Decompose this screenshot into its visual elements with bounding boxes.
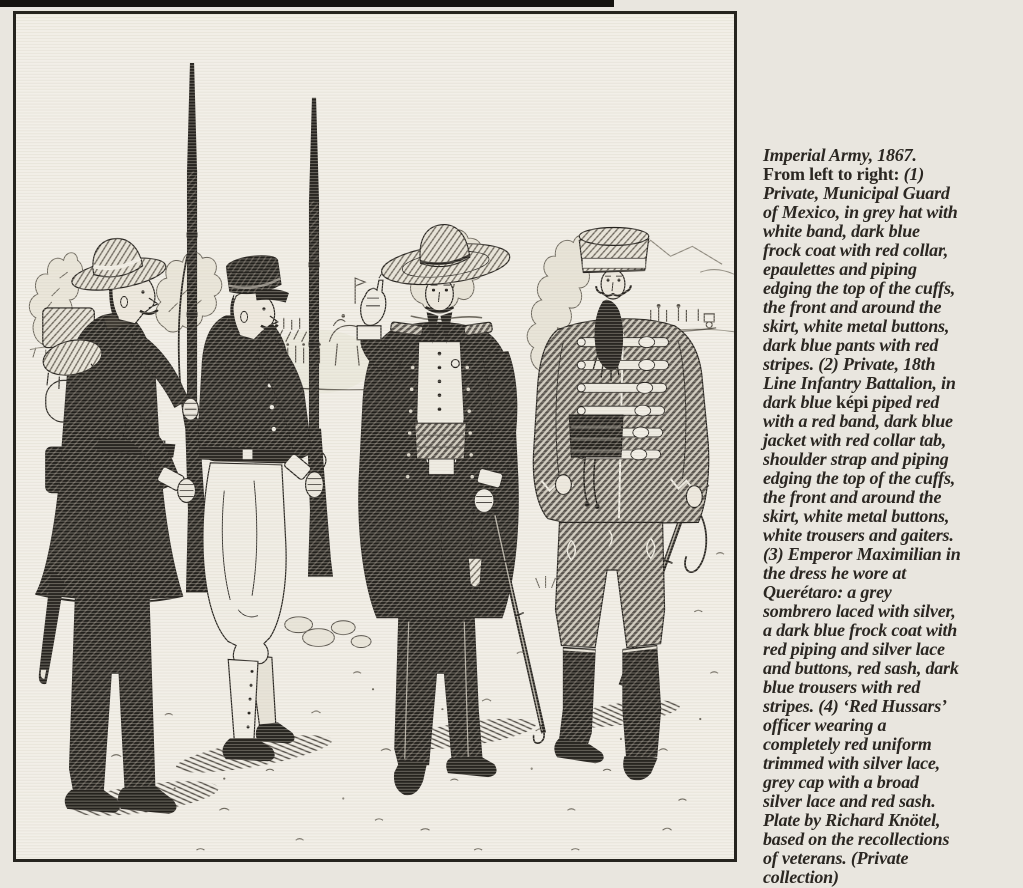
- caption-line: frock coat with red collar,: [763, 240, 949, 260]
- caption-line: sombrero laced with silver,: [763, 601, 956, 621]
- caption-line: of veterans. (Private: [763, 848, 909, 868]
- caption-line: white trousers and gaiters.: [763, 525, 954, 545]
- caption-line: of Mexico, in grey hat with: [763, 202, 958, 222]
- caption-line: completely red uniform: [763, 734, 932, 754]
- caption-line: edging the top of the cuffs,: [763, 468, 956, 488]
- caption-line: blue trousers with red: [763, 677, 921, 697]
- caption-line: jacket with red collar tab,: [763, 430, 947, 450]
- caption-line: Plate by Richard Knötel,: [763, 810, 941, 830]
- caption-text: [763, 146, 1019, 887]
- caption-line: (3) Emperor Maximilian in: [763, 544, 961, 564]
- caption-line: white band, dark blue: [763, 221, 920, 241]
- caption-line: based on the recollections: [763, 829, 950, 849]
- caption-line: dark blue képi piped red: [763, 392, 940, 412]
- caption-line: red piping and silver lace: [763, 639, 945, 659]
- caption-line: silver lace and red sash.: [763, 791, 936, 811]
- caption-line: and buttons, red sash, dark: [763, 658, 959, 678]
- illustration-plate: [13, 11, 737, 862]
- caption-column: [763, 146, 1019, 887]
- caption-line: Imperial Army, 1867.: [763, 145, 917, 165]
- caption-line: edging the top of the cuffs,: [763, 278, 956, 298]
- caption-line: a dark blue frock coat with: [763, 620, 958, 640]
- caption-line: skirt, white metal buttons,: [763, 506, 950, 526]
- caption-line: epaulettes and piping: [763, 259, 917, 279]
- caption-line: stripes. (2) Private, 18th: [763, 354, 936, 374]
- caption-line: stripes. (4) ‘Red Hussars’: [763, 696, 947, 716]
- caption-line: with a red band, dark blue: [763, 411, 953, 431]
- caption-line: the front and around the: [763, 487, 942, 507]
- caption-line: dark blue pants with red: [763, 335, 939, 355]
- caption-line: Line Infantry Battalion, in: [763, 373, 956, 393]
- caption-line: collection): [763, 867, 839, 887]
- caption-line: grey cap with a broad: [763, 772, 919, 792]
- caption-line: Querétaro: a grey: [763, 582, 892, 602]
- caption-line: From left to right: (1): [763, 164, 925, 184]
- caption-roman-text: képi: [836, 392, 869, 412]
- scanline-texture: [16, 14, 734, 859]
- caption-line: Private, Municipal Guard: [763, 183, 950, 203]
- caption-line: the dress he wore at: [763, 563, 907, 583]
- caption-line: officer wearing a: [763, 715, 887, 735]
- caption-roman-text: From left to right:: [763, 164, 900, 184]
- caption-line: skirt, white metal buttons,: [763, 316, 950, 336]
- scan-edge-artifact: [0, 0, 614, 7]
- caption-line: shoulder strap and piping: [763, 449, 949, 469]
- engraving-illustration: [16, 14, 734, 859]
- caption-line: the front and around the: [763, 297, 942, 317]
- caption-line: trimmed with silver lace,: [763, 753, 940, 773]
